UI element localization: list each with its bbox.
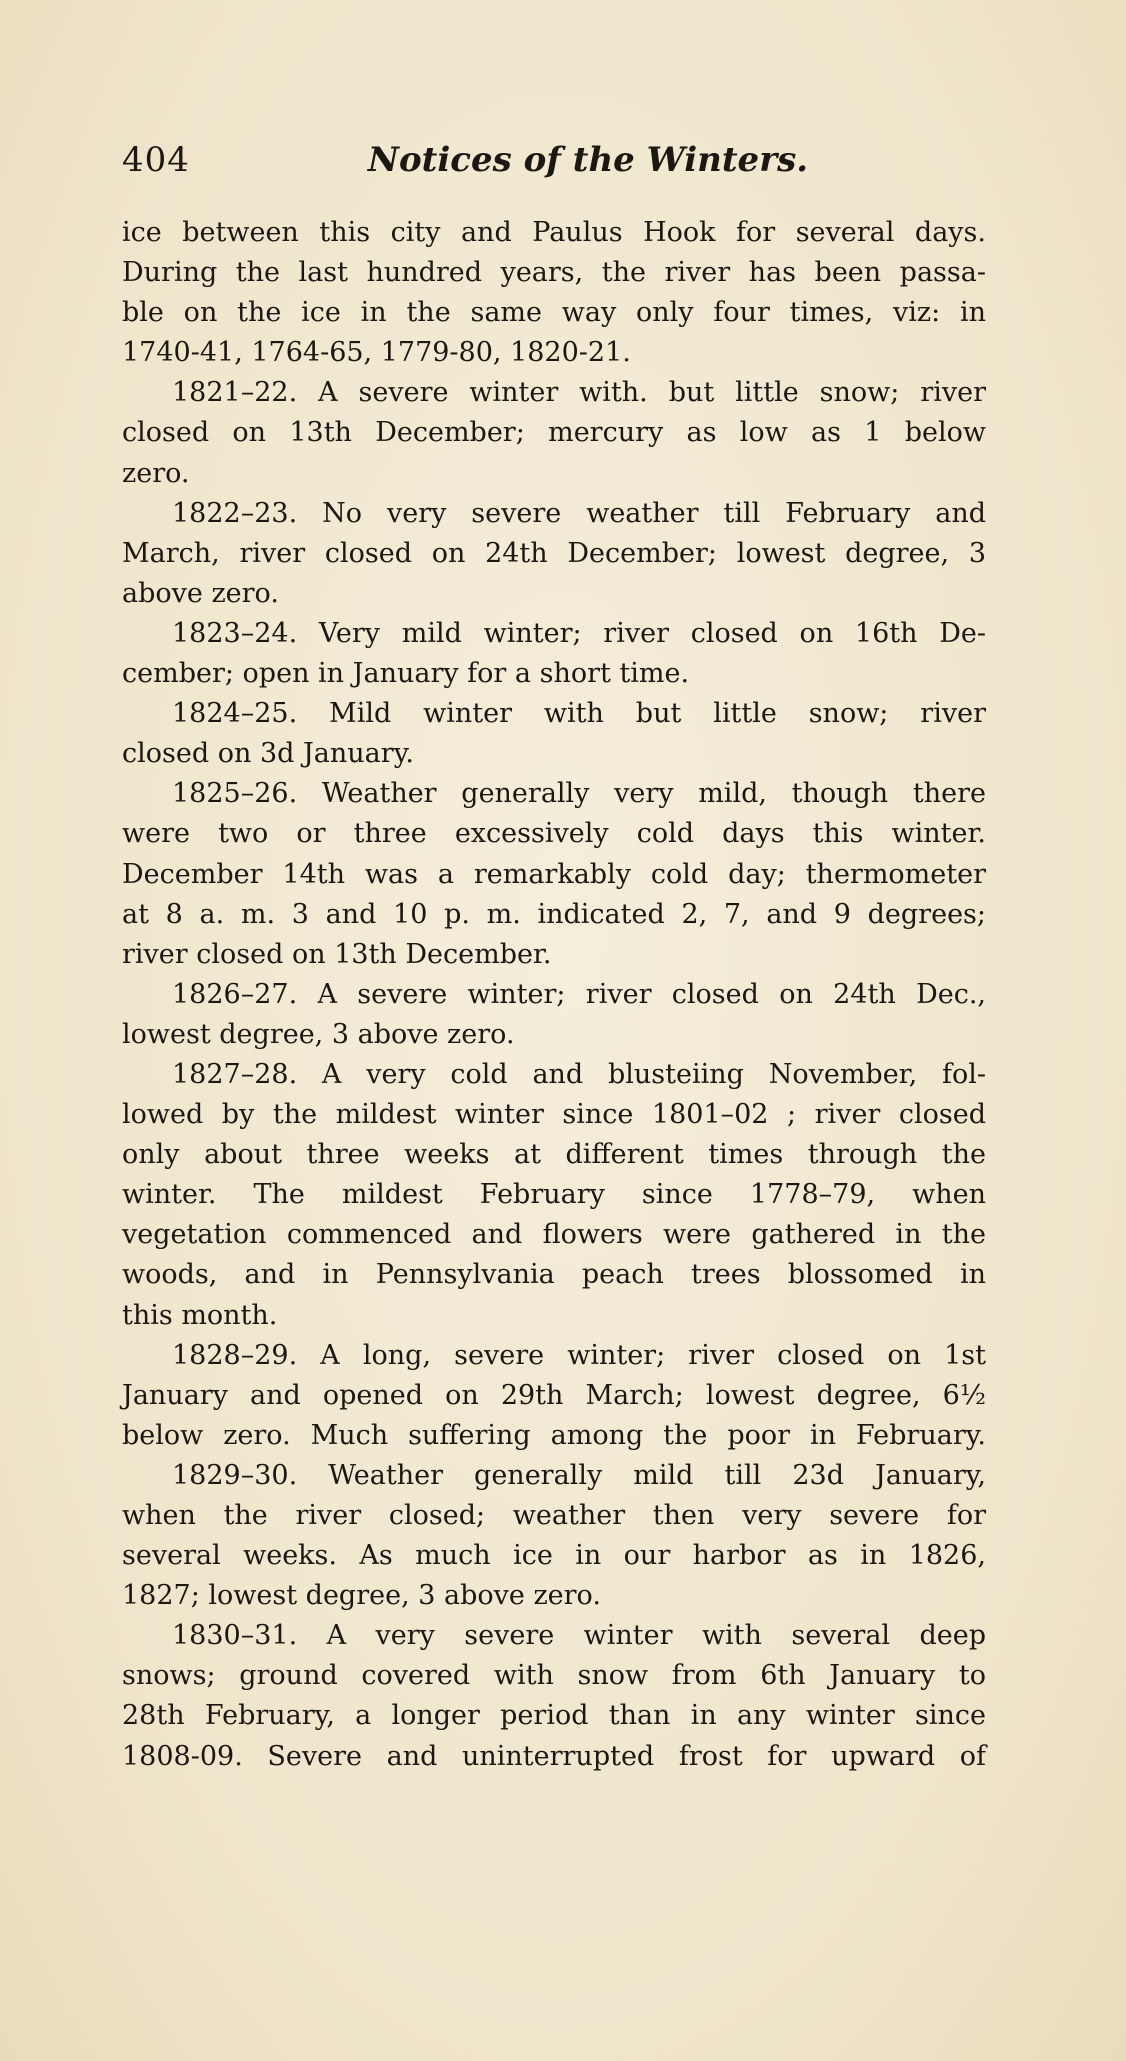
text-line: above zero. bbox=[122, 577, 279, 609]
text-line: 1827; lowest degree, 3 above zero. bbox=[122, 1580, 601, 1612]
text-line: 1828–29. A long, severe winter; river closed on 1st bbox=[172, 1339, 986, 1371]
text-line: 1740-41, 1764-65, 1779-80, 1820-21. bbox=[122, 337, 631, 369]
text-line: snows; ground covered with snow from 6th January to bbox=[122, 1660, 986, 1692]
text-line: 1821–22. A severe winter with. but little snow; river bbox=[172, 377, 986, 409]
text-line: ble on the ice in the same way only four times, viz: in bbox=[122, 297, 986, 329]
text-line: were two or three excessively cold days this winter. bbox=[122, 818, 986, 850]
text-line: 1823–24. Very mild winter; river closed on 16th De- bbox=[172, 617, 986, 649]
text-line: 1825–26. Weather generally very mild, though there bbox=[172, 778, 986, 810]
text-line: December 14th was a remarkably cold day; thermometer bbox=[122, 858, 986, 890]
text-line: below zero. Much suffering among the poor in February. bbox=[122, 1419, 986, 1451]
body-text bbox=[122, 213, 986, 1777]
text-line: zero. bbox=[122, 457, 190, 489]
text-line: 1824–25. Mild winter with but little snow; river bbox=[172, 698, 986, 730]
text-line: only about three weeks at different times through the bbox=[122, 1139, 986, 1171]
text-line: closed on 3d January. bbox=[122, 738, 414, 770]
text-line: March, river closed on 24th December; lowest degree, 3 bbox=[122, 537, 986, 569]
running-head: Notices of the Winters. bbox=[367, 140, 809, 180]
text-line: January and opened on 29th March; lowest degree, 6½ bbox=[122, 1379, 986, 1411]
text-line: cember; open in January for a short time. bbox=[122, 658, 690, 690]
text-line: vegetation commenced and flowers were gathered in the bbox=[122, 1219, 986, 1251]
text-line: lowest degree, 3 above zero. bbox=[122, 1018, 515, 1050]
text-line: at 8 a. m. 3 and 10 p. m. indicated 2, 7, and 9 degrees; bbox=[122, 898, 986, 930]
text-line: river closed on 13th December. bbox=[122, 938, 552, 970]
text-line: During the last hundred years, the river has been passa- bbox=[122, 257, 986, 289]
text-line: winter. The mildest February since 1778–79, when bbox=[122, 1179, 986, 1211]
text-line: 1829–30. Weather generally mild till 23d January, bbox=[172, 1459, 986, 1491]
text-line: this month. bbox=[122, 1299, 278, 1331]
page-number: 404 bbox=[122, 140, 190, 180]
text-line: 1826–27. A severe winter; river closed on 24th Dec., bbox=[172, 978, 986, 1010]
text-line: 1822–23. No very severe weather till February and bbox=[172, 497, 986, 529]
text-line: several weeks. As much ice in our harbor as in 1826, bbox=[122, 1540, 986, 1572]
text-line: woods, and in Pennsylvania peach trees blossomed in bbox=[122, 1259, 986, 1291]
text-line: 28th February, a longer period than in any winter since bbox=[122, 1700, 986, 1732]
text-line: 1827–28. A very cold and blusteiing November, fol- bbox=[172, 1058, 986, 1090]
page-header bbox=[122, 140, 984, 188]
text-line: closed on 13th December; mercury as low as 1 below bbox=[122, 417, 986, 449]
text-line: when the river closed; weather then very severe for bbox=[122, 1500, 986, 1531]
text-line: 1808-09. Severe and uninterrupted frost for upward of bbox=[122, 1740, 986, 1772]
text-line: lowed by the mildest winter since 1801–02 ; river closed bbox=[122, 1099, 986, 1131]
text-line: 1830–31. A very severe winter with several deep bbox=[172, 1620, 986, 1652]
text-line: ice between this city and Paulus Hook for several days. bbox=[122, 217, 986, 248]
